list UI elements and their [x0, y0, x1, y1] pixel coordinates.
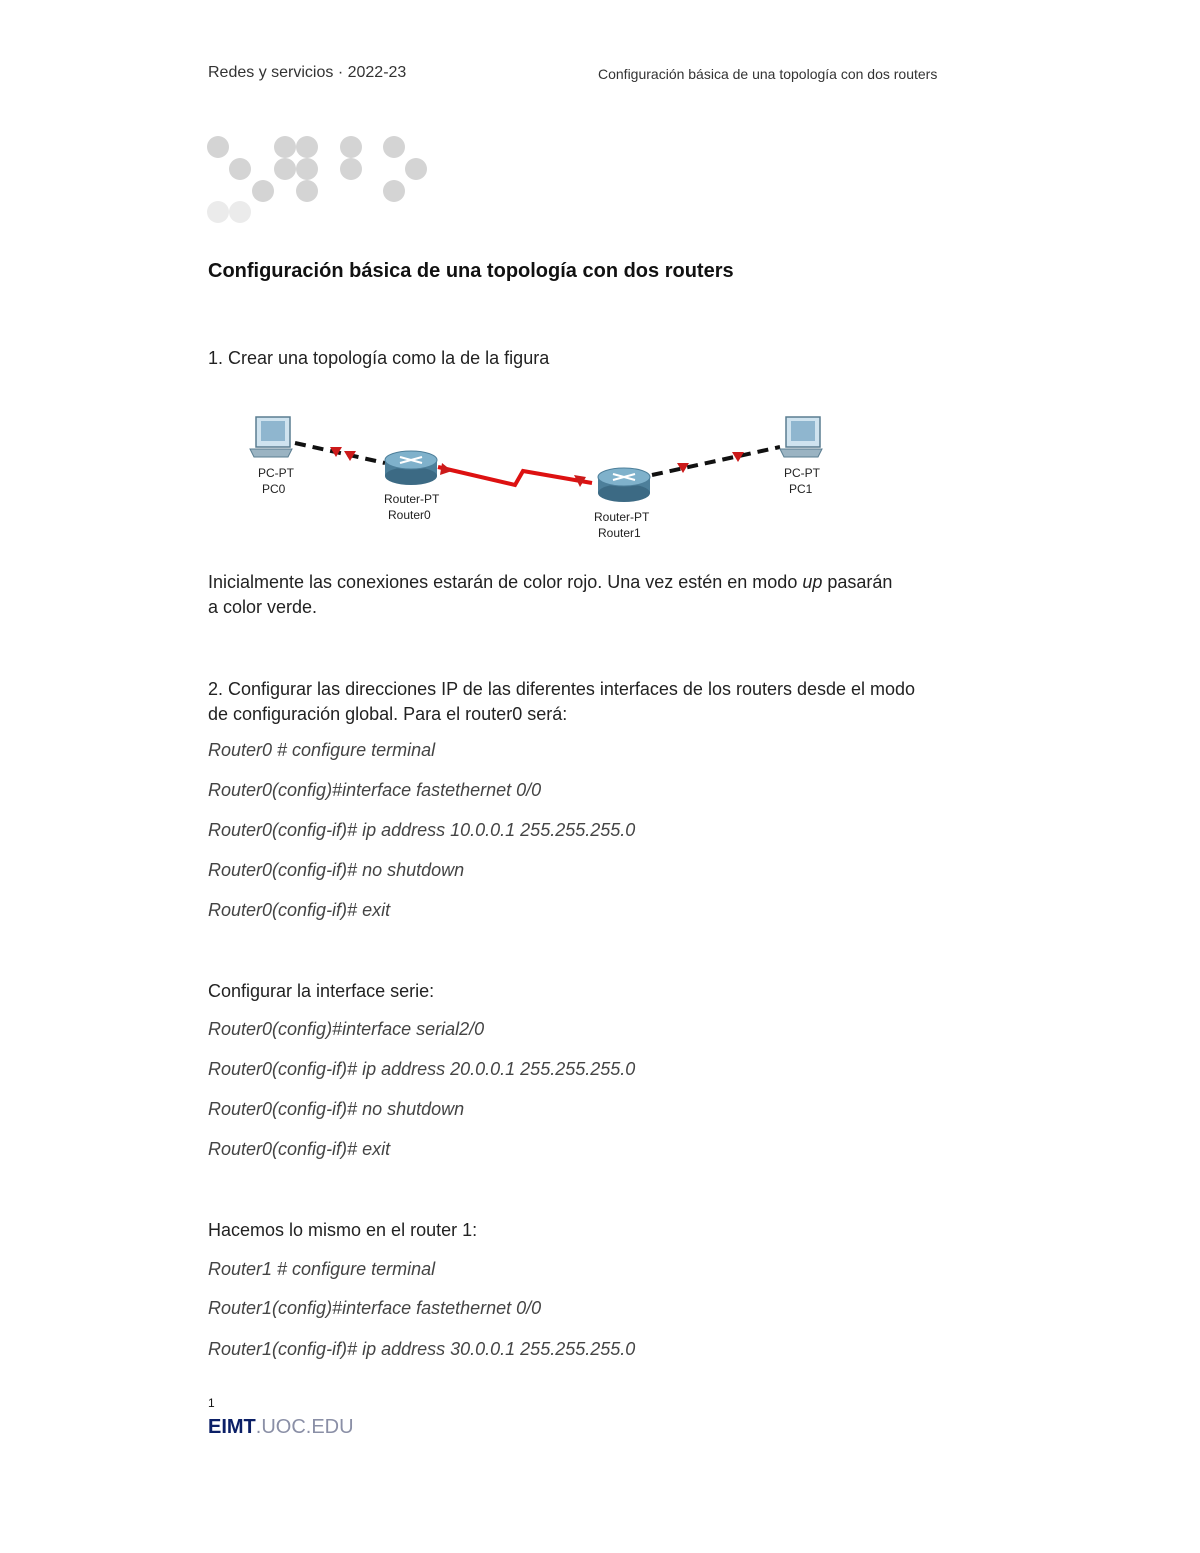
note-line-2: a color verde.	[208, 597, 318, 617]
pc0-name-label: PC0	[262, 482, 286, 496]
router1-icon	[598, 468, 650, 502]
pc1-icon	[780, 417, 822, 457]
pc1-type-label: PC-PT	[784, 466, 820, 480]
step-1-text: 1. Crear una topología como la de la figura	[208, 348, 550, 368]
serial-link	[438, 467, 592, 485]
router0-type-label: Router-PT	[384, 492, 440, 506]
step-2-text: 2. Configurar las direcciones IP de las diferentes interfaces de los routers desde el modo de configuración global. Para el router0 será:	[208, 679, 916, 724]
footer-brand: EIMT.UOC.EDU	[208, 1416, 354, 1438]
router1-intro-text: Hacemos lo mismo en el router 1:	[208, 1220, 478, 1240]
uoc-dots-logo-icon	[205, 133, 435, 228]
command-line: Router1(config-if)# ip address 30.0.0.1 255.255.255.0	[208, 1339, 636, 1359]
pc0-type-label: PC-PT	[258, 466, 294, 480]
router0-icon	[385, 451, 437, 485]
command-line: Router0 # configure terminal	[208, 740, 436, 760]
page-number: 1	[208, 1396, 215, 1410]
router1-type-label: Router-PT	[594, 510, 650, 524]
page-title: Configuración básica de una topología con dos routers	[208, 260, 734, 282]
note-line-1: Inicialmente las conexiones estarán de color rojo. Una vez estén en modo up pasarán	[208, 572, 893, 592]
note-paragraph	[208, 570, 892, 620]
header-doc-title: Configuración básica de una topología con dos routers	[598, 66, 938, 82]
pc0-icon	[250, 417, 292, 457]
link-pc0-router0	[295, 443, 385, 463]
header-course: Redes y servicios · 2022-23	[208, 64, 407, 81]
router1-name-label: Router1	[598, 526, 641, 540]
command-line: Router0(config-if)# ip address 10.0.0.1 255.255.255.0	[208, 820, 636, 840]
command-line: Router0(config-if)# no shutdown	[208, 860, 465, 880]
command-line: Router0(config)#interface fastethernet 0/0	[208, 780, 542, 800]
router0-name-label: Router0	[388, 508, 431, 522]
topology-diagram	[240, 405, 850, 545]
pc1-name-label: PC1	[789, 482, 813, 496]
command-line: Router0(config-if)# no shutdown	[208, 1099, 465, 1119]
command-line: Router1 # configure terminal	[208, 1259, 436, 1279]
serial-intro-text: Configurar la interface serie:	[208, 981, 435, 1001]
command-line: Router0(config-if)# ip address 20.0.0.1 255.255.255.0	[208, 1059, 636, 1079]
link-router1-pc1	[652, 447, 780, 475]
command-line: Router0(config-if)# exit	[208, 900, 391, 920]
command-line: Router0(config-if)# exit	[208, 1139, 391, 1159]
command-line: Router0(config)#interface serial2/0	[208, 1019, 485, 1039]
command-line: Router1(config)#interface fastethernet 0/0	[208, 1298, 542, 1318]
